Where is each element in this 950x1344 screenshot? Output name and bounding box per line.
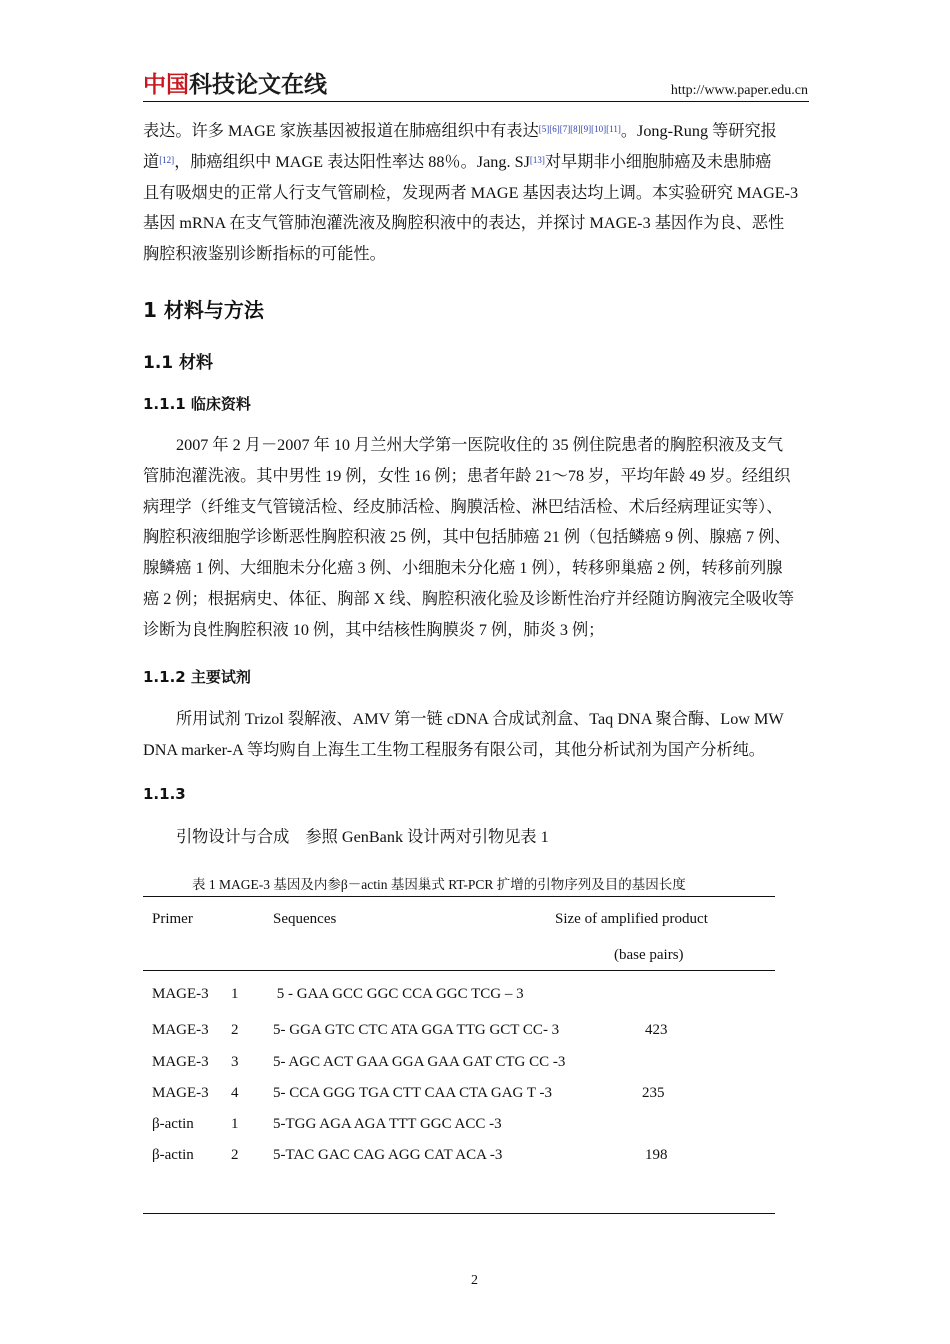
table-row-6-num: 2 (231, 1147, 239, 1163)
table-row-5-primer: β-actin (152, 1116, 194, 1132)
table-row-4-num: 4 (231, 1085, 239, 1101)
journal-logo (143, 70, 327, 100)
clinical-line-3: 病理学（纤维支气管镜活检、经皮肺活检、胸膜活检、淋巴结活检、术后经病理证实等）、 (143, 497, 783, 516)
logo-black-part: 科技论文在线 (189, 72, 327, 98)
table-row-5-num: 1 (231, 1116, 239, 1132)
intro-paragraph (143, 116, 809, 270)
citation-refs-5-11[interactable]: [5][6][7][8][9][10][11] (538, 124, 621, 134)
table-header-size: Size of amplified product (555, 911, 708, 927)
reagents-paragraph (143, 704, 809, 766)
table-header-rule (143, 970, 775, 971)
table-row-3-primer: MAGE-3 (152, 1054, 209, 1070)
citation-ref-13[interactable]: [13] (529, 154, 545, 165)
clinical-line-5: 腺鳞癌 1 例、大细胞未分化癌 3 例、小细胞未分化癌 1 例），转移卵巢癌 2 例，转移前列腺 (143, 559, 783, 578)
table-caption: 表 1 MAGE-3 基因及内参β－actin 基因巢式 RT-PCR 扩增的引物序列及目的基因长度 (192, 877, 686, 892)
table-row-1-seq: 5 - GAA GCC GGC CCA GGC TCG – 3 (273, 986, 524, 1002)
intro-line-3: 且有吸烟史的正常人行支气管刷检，发现两者 MAGE 基因表达均上调。本实验研究 MAGE-3 (143, 183, 799, 202)
clinical-paragraph (143, 430, 809, 646)
intro-line-1: 表达。许多 MAGE 家族基因被报道在肺癌组织中有表达[5][6][7][8][9][10][11]。Jong-Rung 等研究报 (143, 122, 777, 140)
table-row-3-seq: 5- AGC ACT GAA GGA GAA GAT CTG CC -3 (273, 1054, 566, 1070)
table-row-4-size: 235 (642, 1085, 665, 1101)
header-url[interactable]: http://www.paper.edu.cn (670, 83, 808, 98)
table-row-1-num: 1 (231, 986, 239, 1002)
table-row-5-seq: 5-TGG AGA AGA TTT GGC ACC -3 (273, 1116, 502, 1132)
table-row-6-primer: β-actin (152, 1147, 194, 1163)
table-row-3-num: 3 (231, 1054, 239, 1070)
reagents-line-1: 所用试剂 Trizol 裂解液、AMV 第一链 cDNA 合成试剂盒、Taq DNA 聚合酶、Low MW (176, 710, 784, 728)
header-rule (143, 101, 809, 102)
table-row-2-size: 423 (645, 1022, 668, 1038)
clinical-line-1: 2007 年 2 月－2007 年 10 月兰州大学第一医院收住的 35 例住院患者的胸腔积液及支气 (176, 436, 784, 454)
section-heading-1-1-1: 1.1.1 临床资料 (143, 395, 251, 413)
clinical-line-7: 诊断为良性胸腔积液 10 例，其中结核性胸膜炎 7 例，肺炎 3 例； (143, 620, 605, 639)
table-header-primer: Primer (152, 911, 193, 927)
table-row-1-primer: MAGE-3 (152, 986, 209, 1002)
intro-line-2: 道[12]，肺癌组织中 MAGE 表达阳性率达 88％。Jang. SJ[13]对早期非小细胞肺癌及未患肺癌 (143, 152, 772, 171)
table-row-4-seq: 5- CCA GGG TGA CTT CAA CTA GAG T -3 (273, 1085, 552, 1101)
logo-red-part: 中国 (143, 72, 189, 98)
clinical-line-4: 胸腔积液细胞学诊断恶性胸腔积液 25 例，其中包括肺癌 21 例（包括鳞癌 9 例、腺癌 7 例、 (143, 528, 791, 547)
page-number: 2 (471, 1273, 478, 1288)
table-header-sequences: Sequences (273, 911, 337, 927)
clinical-line-2: 管肺泡灌洗液。其中男性 19 例，女性 16 例；患者年龄 21～78 岁，平均年龄 49 岁。经组织 (143, 466, 791, 485)
table-row-4-primer: MAGE-3 (152, 1085, 209, 1101)
clinical-line-6: 癌 2 例；根据病史、体征、胸部 X 线、胸腔积液化验及诊断性治疗并经随访胸液完全吸收等 (143, 589, 795, 608)
section-heading-1-1: 1.1 材料 (143, 353, 214, 373)
table-top-rule (143, 896, 775, 897)
table-row-2-primer: MAGE-3 (152, 1022, 209, 1038)
table-row-2-num: 2 (231, 1022, 239, 1038)
reagents-line-2: DNA marker-A 等均购自上海生工生物工程服务有限公司，其他分析试剂为国产分析纯。 (143, 740, 765, 759)
primer-design-text: 引物设计与合成 参照 GenBank 设计两对引物见表 1 (176, 828, 549, 846)
table-row-2-seq: 5- GGA GTC CTC ATA GGA TTG GCT CC- 3 (273, 1022, 560, 1038)
table-row-6-seq: 5-TAC GAC CAG AGG CAT ACA -3 (273, 1147, 503, 1163)
table-row-6-size: 198 (645, 1147, 668, 1163)
table-header-size-unit: (base pairs) (614, 947, 684, 963)
intro-line-4: 基因 mRNA 在支气管肺泡灌洗液及胸腔积液中的表达，并探讨 MAGE-3 基因作为良、恶性 (143, 214, 785, 233)
citation-ref-12[interactable]: [12] (159, 154, 175, 165)
table-bottom-rule (143, 1213, 775, 1214)
section-heading-1-1-2: 1.1.2 主要试剂 (143, 668, 251, 686)
section-heading-1-1-3: 1.1.3 (143, 785, 186, 803)
section-heading-1: 1 材料与方法 (143, 298, 264, 322)
intro-line-5: 胸腔积液鉴别诊断指标的可能性。 (143, 245, 386, 264)
